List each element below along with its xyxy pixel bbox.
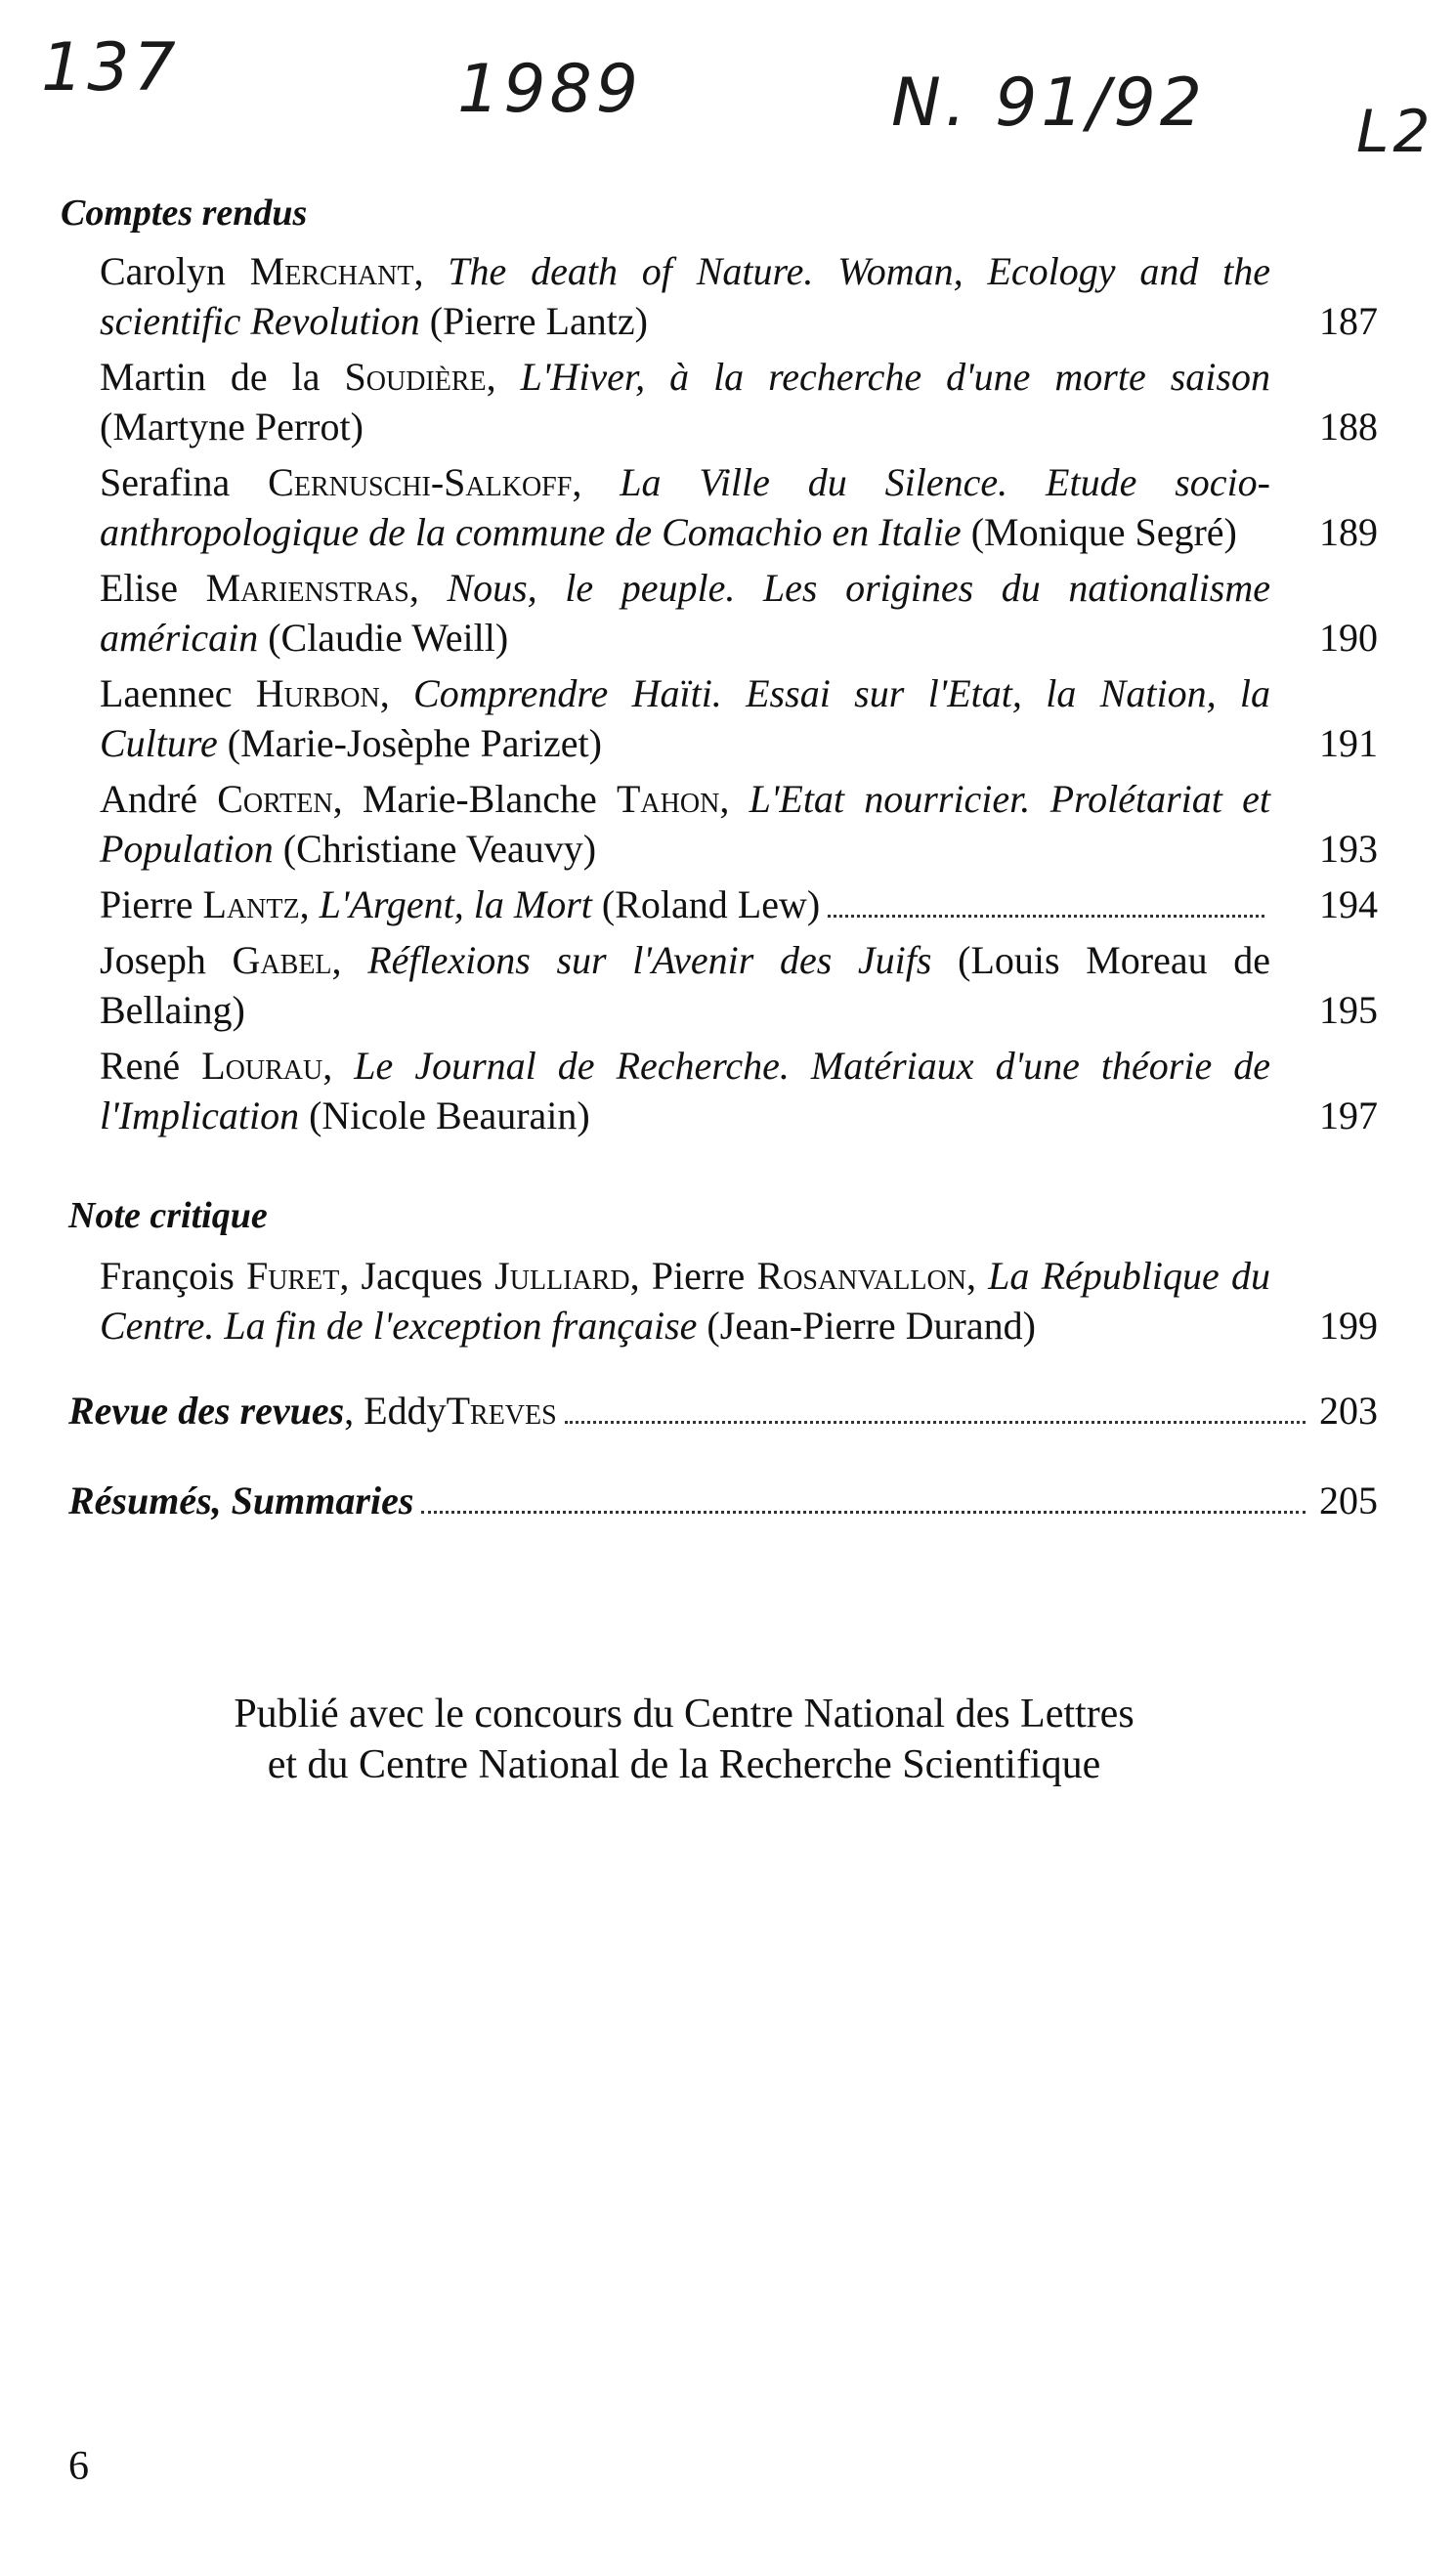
comptes-rendus-list: [100, 246, 1378, 1146]
author-last-name: Marienstras: [205, 566, 409, 610]
list-item: [100, 457, 1378, 557]
separator: ,: [719, 777, 749, 821]
author-first-name: Joseph: [100, 938, 233, 982]
author-first-name: , Pierre: [629, 1254, 757, 1298]
reviewer: (Monique Segré): [961, 510, 1237, 554]
author-first-name: Serafina: [100, 460, 269, 504]
publication-note-line-2: et du Centre National de la Recherche Scientifique: [267, 1742, 1101, 1787]
reviewer: (Pierre Lantz): [419, 299, 648, 343]
reviewer: (Louis Moreau de Bellaing): [100, 938, 1271, 1032]
reviewer: (Jean-Pierre Durand): [697, 1304, 1036, 1348]
section-title-comptes-rendus: Comptes rendus: [61, 193, 308, 234]
book-title: Comprendre Haïti. Essai sur l'Etat, la Nation, la Culture: [100, 671, 1271, 765]
separator: , Marie-Blanche: [332, 777, 617, 821]
publication-note: [147, 1689, 1221, 1790]
publication-note-line-1: Publié avec le concours du Centre National des Lettres: [234, 1692, 1135, 1736]
page-number: 193: [1319, 827, 1378, 871]
page-number: 187: [1319, 299, 1378, 343]
book-title: The death of Nature. Woman, Ecology and the scientific Revolution: [100, 249, 1271, 343]
separator: ,: [572, 460, 621, 504]
page-number: 191: [1319, 721, 1378, 765]
author-last-name: Lantz: [202, 882, 300, 926]
note-critique-list: [100, 1251, 1378, 1356]
author-first-name: Pierre: [100, 882, 203, 926]
handwritten-number: 137: [41, 29, 180, 107]
author-last-name: Merchant: [249, 249, 414, 293]
list-item: [100, 774, 1378, 874]
author-last-name: Julliard: [494, 1254, 630, 1298]
reviewer: (Marie-Josèphe Parizet): [217, 721, 602, 765]
reviewer: (Christiane Veauvy): [273, 827, 597, 871]
author-last-name: Cernuschi-Salkoff: [268, 460, 573, 504]
reviewer: (Martyne Perrot): [100, 405, 364, 449]
author-first-name: Elise: [100, 566, 206, 610]
author-first-name: , Eddy: [344, 1389, 447, 1433]
page-number: 195: [1319, 988, 1378, 1032]
resumes-line: [68, 1476, 1378, 1525]
page-number: 194: [1319, 882, 1378, 926]
author-last-name: Furet: [245, 1254, 340, 1298]
author-first-name: André: [100, 777, 218, 821]
book-title: L'Hiver, à la recherche d'une morte saison: [520, 355, 1270, 399]
reviewer: (Nicole Beaurain): [299, 1093, 590, 1137]
separator: ,: [408, 566, 448, 610]
handwritten-year: 1989: [457, 51, 643, 128]
list-item: [100, 935, 1378, 1035]
author-last-name: Tahon: [616, 777, 720, 821]
dot-leader: [565, 1421, 1306, 1424]
revue-des-revues-line: [68, 1386, 1378, 1436]
section-title-resumes: Résumés, Summaries: [68, 1479, 414, 1522]
list-item: [100, 1251, 1378, 1350]
author-last-name: Lourau: [201, 1044, 323, 1088]
handwritten-mark: L2: [1356, 98, 1435, 166]
section-title-revue-des-revues: Revue des revues: [68, 1389, 345, 1433]
list-item: [100, 879, 1378, 929]
page-number: 203: [1319, 1389, 1378, 1433]
book-title: Le Journal de Recherche. Matériaux d'une théorie de l'Implication: [100, 1044, 1271, 1137]
separator: ,: [322, 1044, 355, 1088]
list-item: [100, 1041, 1378, 1140]
author-first-name: Martin de la: [100, 355, 345, 399]
separator: ,: [486, 355, 521, 399]
dot-leader: [421, 1511, 1306, 1514]
list-item: [100, 563, 1378, 663]
page-number: 205: [1319, 1479, 1378, 1522]
page-number: 199: [1319, 1304, 1378, 1348]
book-title: Réflexions sur l'Avenir des Juifs: [367, 938, 932, 982]
reviewer: (Claudie Weill): [258, 616, 509, 660]
author-last-name: Corten: [217, 777, 333, 821]
author-last-name: Rosanvallon: [756, 1254, 966, 1298]
dot-leader: [828, 915, 1264, 918]
author-first-name: Carolyn: [100, 249, 250, 293]
page-number: 190: [1319, 616, 1378, 660]
page-number: 188: [1319, 405, 1378, 449]
reviewer: (Roland Lew): [591, 882, 821, 926]
separator: ,: [965, 1254, 989, 1298]
page-number: 197: [1319, 1093, 1378, 1137]
list-item: [100, 352, 1378, 451]
separator: ,: [299, 882, 320, 926]
author-first-name: François: [100, 1254, 246, 1298]
section-title-note-critique: Note critique: [68, 1195, 268, 1236]
author-first-name: René: [100, 1044, 202, 1088]
author-last-name: Soudière: [344, 355, 487, 399]
book-title: L'Etat nourricier. Prolétariat et Population: [100, 777, 1270, 871]
list-item: [100, 246, 1378, 346]
separator: ,: [379, 671, 414, 715]
author-last-name: Treves: [446, 1389, 557, 1433]
separator: ,: [413, 249, 449, 293]
book-title: La Ville du Silence. Etude socio-anthropologique de la commune de Comachio en Italie: [100, 460, 1270, 554]
separator: ,: [331, 938, 368, 982]
book-title: L'Argent, la Mort: [319, 882, 592, 926]
list-item: [100, 668, 1378, 768]
book-title: La République du Centre. La fin de l'exception française: [100, 1254, 1270, 1348]
handwritten-issue: N. 91/92: [891, 64, 1207, 142]
page-number: 189: [1319, 510, 1378, 554]
page-folio: 6: [68, 2444, 89, 2489]
author-last-name: Hurbon: [255, 671, 380, 715]
author-last-name: Gabel: [232, 938, 332, 982]
author-first-name: , Jacques: [339, 1254, 495, 1298]
author-first-name: Laennec: [100, 671, 256, 715]
book-title: Nous, le peuple. Les origines du nationalisme américain: [100, 566, 1271, 660]
